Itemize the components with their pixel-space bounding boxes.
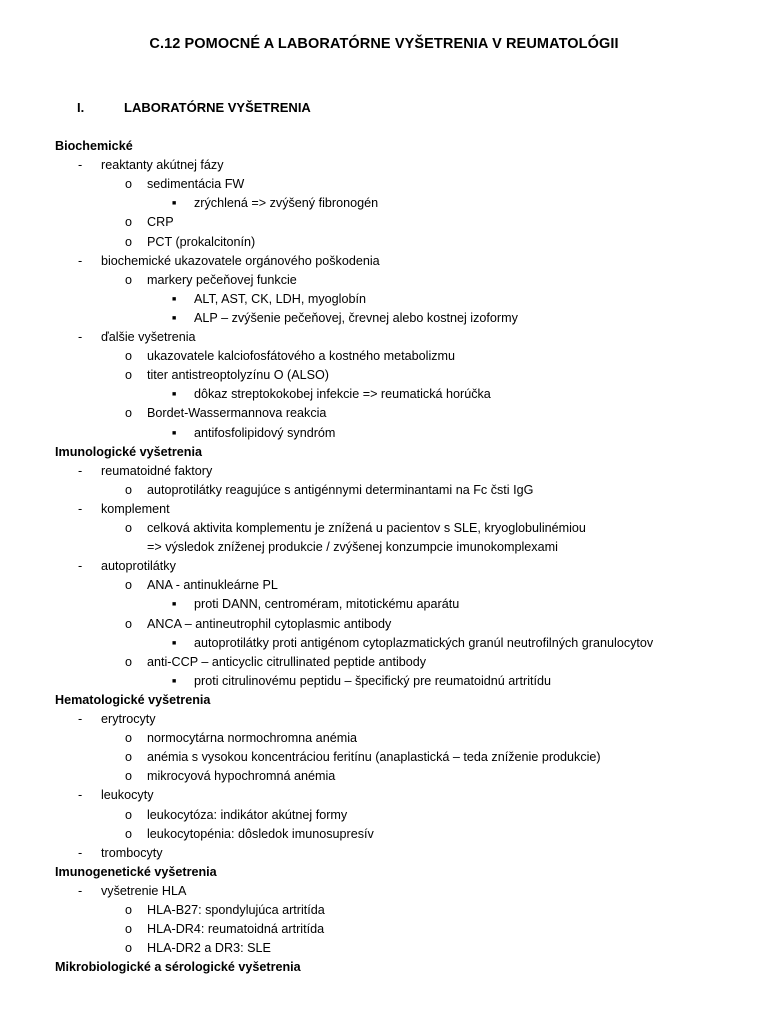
bullet-item [78, 253, 380, 269]
bullet-marker: - [78, 501, 83, 516]
line-text: Biochemické [55, 139, 133, 153]
bullet-marker: o [125, 750, 133, 765]
line-text: sedimentácia FW [147, 177, 245, 192]
bullet-marker: - [78, 559, 83, 574]
bullet-marker: o [125, 406, 133, 421]
sub-bullet-item [125, 272, 297, 288]
bullet-marker: o [125, 521, 133, 535]
line-text: Hematologické vyšetrenia [55, 692, 211, 707]
bullet-marker: - [78, 883, 83, 898]
sub-bullet-item [125, 234, 255, 250]
line-text: vyšetrenie HLA [101, 883, 187, 898]
sub-bullet-item [125, 902, 325, 918]
bullet-item [78, 501, 170, 517]
line-text: HLA-DR2 a DR3: SLE [147, 941, 271, 956]
line-text: erytrocyty [101, 712, 156, 726]
section-heading-line [55, 864, 217, 880]
line-text: mikrocyová hypochromná anémia [147, 769, 336, 784]
line-text: ANA - antinukleárne PL [147, 578, 278, 593]
sub-sub-bullet-item [172, 596, 459, 613]
bullet-item [78, 329, 196, 345]
sub-bullet-item [125, 214, 174, 230]
line-text: CRP [147, 215, 174, 230]
line-text: trombocyty [101, 845, 163, 860]
bullet-item [78, 787, 154, 803]
line-text: Bordet-Wassermannova reakcia [147, 406, 327, 421]
sub-bullet-item [125, 520, 586, 536]
line-text: HLA-B27: spondylujúca artritída [147, 903, 325, 917]
bullet-marker: ■ [172, 677, 177, 685]
line-text: antifosfolipidový syndróm [194, 425, 336, 440]
bullet-marker: o [125, 807, 133, 822]
sub-sub-bullet-item [172, 425, 335, 442]
sub-bullet-item [125, 482, 533, 498]
bullet-marker: o [125, 731, 133, 746]
bullet-item [78, 845, 163, 861]
line-text: proti citrulinovému peptidu – špecifický pre reumatoidnú artritídu [194, 673, 551, 688]
bullet-marker: - [78, 158, 83, 173]
bullet-marker: - [78, 253, 83, 268]
line-text: Imunogenetické vyšetrenia [55, 864, 217, 879]
sub-bullet-item [125, 749, 601, 765]
line-text: reaktanty akútnej fázy [101, 158, 224, 173]
bullet-marker: o [125, 368, 133, 383]
bullet-marker: ■ [172, 391, 177, 399]
bullet-marker: - [78, 330, 83, 344]
line-text: Mikrobiologické a sérologické vyšetrenia [55, 960, 301, 975]
bullet-marker: o [125, 616, 133, 631]
sub-sub-bullet-item [172, 310, 518, 327]
sub-bullet-item [125, 405, 326, 421]
line-text: autoprotilátky [101, 559, 176, 574]
bullet-marker: o [125, 654, 133, 669]
sub-sub-bullet-item [172, 635, 653, 652]
line-text: ďalšie vyšetrenia [101, 330, 196, 344]
bullet-marker: o [125, 272, 133, 287]
bullet-marker: o [125, 177, 133, 192]
bullet-item [78, 157, 224, 173]
bullet-marker: ■ [172, 314, 177, 322]
section-heading-line [55, 444, 202, 460]
sub-bullet-item [125, 176, 244, 192]
sub-bullet-item [125, 768, 335, 784]
bullet-item [78, 558, 176, 574]
bullet-item [78, 711, 156, 727]
line-text: titer antistreoptolyzínu O (ALSO) [147, 368, 329, 383]
line-text: anémia s vysokou koncentráciou feritínu (anaplastická – teda zníženie produkcie) [147, 750, 601, 765]
bullet-marker: ■ [172, 295, 177, 303]
line-text: PCT (prokalcitonín) [147, 234, 256, 249]
section-heading: LABORATÓRNE VYŠETRENIA [124, 100, 311, 115]
sub-bullet-item [125, 577, 278, 593]
section-heading-line [55, 959, 301, 975]
line-text: leukocytopénia: dôsledok imunosupresív [147, 826, 374, 841]
bullet-marker: o [125, 234, 133, 249]
line-text: autoprotilátky reagujúce s antigénnymi determinantami na Fc čsti IgG [147, 482, 534, 497]
sub-bullet-item [125, 348, 455, 364]
continuation-line [147, 539, 558, 555]
bullet-marker: o [125, 215, 133, 230]
bullet-marker: o [125, 349, 133, 364]
line-text: leukocyty [101, 788, 154, 803]
bullet-marker: o [125, 941, 133, 956]
sub-sub-bullet-item [172, 291, 366, 308]
bullet-marker: ■ [172, 429, 177, 437]
bullet-marker: o [125, 769, 133, 784]
line-text: normocytárna normochromna anémia [147, 731, 357, 746]
line-text: autoprotilátky proti antigénom cytoplazmatických granúl neutrofilných granulocytov [194, 635, 654, 650]
sub-bullet-item [125, 616, 391, 632]
bullet-marker: o [125, 826, 133, 841]
line-text: proti DANN, centroméram, mitotickému aparátu [194, 597, 460, 612]
line-text: biochemické ukazovatele orgánového poškodenia [101, 253, 380, 268]
bullet-marker: - [78, 845, 83, 860]
line-text: ALP – zvýšenie pečeňovej, črevnej alebo kostnej izoformy [194, 310, 518, 325]
sub-sub-bullet-item [172, 673, 551, 690]
bullet-marker: o [125, 578, 133, 593]
line-text: => výsledok zníženej produkcie / zvýšenej konzumpcie imunokomplexami [147, 540, 558, 555]
sub-bullet-item [125, 826, 374, 842]
bullet-marker: o [125, 482, 133, 497]
bullet-item [78, 883, 186, 899]
bullet-marker: o [125, 903, 133, 917]
section-heading-line [55, 692, 210, 708]
sub-bullet-item [125, 730, 357, 746]
line-text: celková aktivita komplementu je znížená u pacientov s SLE, kryoglobulinémiou [147, 521, 586, 535]
sub-sub-bullet-item [172, 195, 378, 212]
bullet-marker: ■ [172, 601, 177, 609]
line-text: zrýchlená => zvýšený fibronogén [194, 196, 379, 211]
sub-sub-bullet-item [172, 386, 491, 403]
line-text: komplement [101, 501, 170, 516]
section-heading-line [55, 138, 133, 154]
page-title: C.12 POMOCNÉ A LABORATÓRNE VYŠETRENIA V REUMATOLÓGII [149, 36, 619, 52]
line-text: leukocytóza: indikátor akútnej formy [147, 807, 348, 822]
bullet-marker: - [78, 788, 83, 803]
bullet-marker: o [125, 922, 133, 937]
line-text: dôkaz streptokokobej infekcie => reumatická horúčka [194, 387, 491, 402]
line-text: markery pečeňovej funkcie [147, 272, 297, 287]
line-text: HLA-DR4: reumatoidná artritída [147, 922, 325, 937]
bullet-item [78, 463, 212, 479]
line-text: reumatoidné faktory [101, 463, 213, 478]
line-text: Imunologické vyšetrenia [55, 444, 202, 459]
sub-bullet-item [125, 921, 324, 937]
sub-bullet-item [125, 367, 329, 383]
line-text: ANCA – antineutrophil cytoplasmic antibody [147, 616, 392, 631]
bullet-marker: ■ [172, 639, 177, 647]
line-text: anti-CCP – anticyclic citrullinated peptide antibody [147, 654, 427, 669]
bullet-marker: ■ [172, 200, 177, 208]
bullet-marker: - [78, 712, 83, 726]
line-text: ukazovatele kalciofosfátového a kostného metabolizmu [147, 349, 456, 364]
sub-bullet-item [125, 807, 347, 823]
sub-bullet-item [125, 654, 426, 670]
sub-bullet-item [125, 940, 271, 956]
line-text: ALT, AST, CK, LDH, myoglobín [194, 291, 366, 306]
bullet-marker: - [78, 463, 83, 478]
section-number: I. [77, 100, 85, 115]
